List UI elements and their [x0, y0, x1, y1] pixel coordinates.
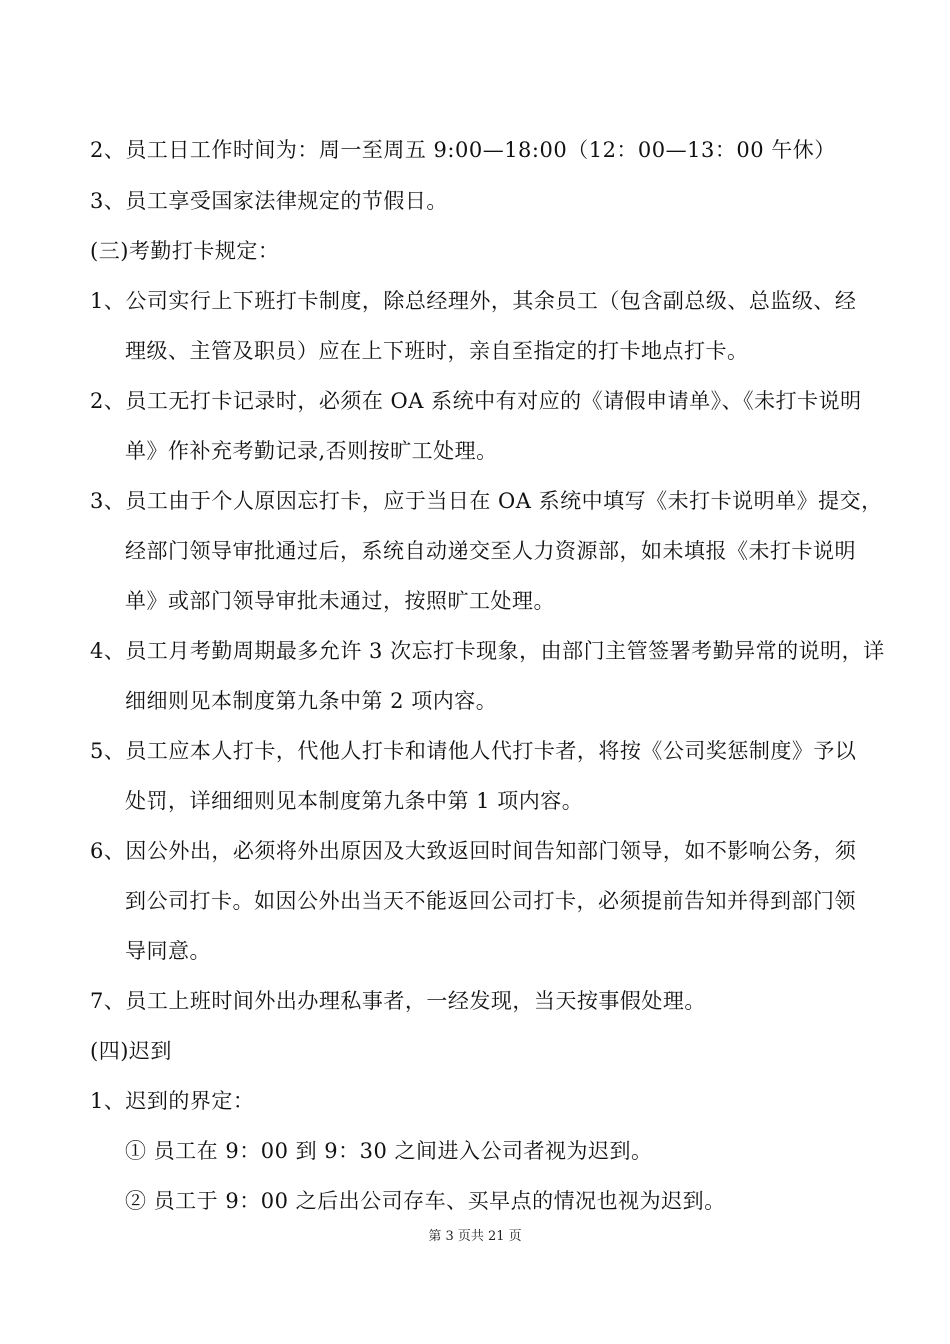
paragraph-line: 4、员工月考勤周期最多允许 3 次忘打卡现象，由部门主管签署考勤异常的说明，详 — [90, 639, 885, 663]
paragraph-line: 3、员工由于个人原因忘打卡，应于当日在 OA 系统中填写《未打卡说明单》提交， — [90, 489, 883, 513]
paragraph-line: 理级、主管及职员）应在上下班时，亲自至指定的打卡地点打卡。 — [125, 339, 749, 363]
paragraph-line: 细细则见本制度第九条中第 2 项内容。 — [125, 689, 498, 713]
list-item: ① 员工在 9：00 到 9：30 之间进入公司者视为迟到。 — [125, 1139, 653, 1163]
paragraph-line: 导同意。 — [125, 939, 211, 963]
paragraph-line: 到公司打卡。如因公外出当天不能返回公司打卡，必须提前告知并得到部门领 — [125, 889, 856, 913]
paragraph-line: 1、迟到的界定： — [90, 1089, 255, 1113]
paragraph-line: 1、公司实行上下班打卡制度，除总经理外，其余员工（包含副总级、总监级、经 — [90, 289, 857, 313]
paragraph-line: 3、员工享受国家法律规定的节假日。 — [90, 189, 448, 213]
paragraph-line: 7、员工上班时间外出办理私事者，一经发现，当天按事假处理。 — [90, 989, 706, 1013]
paragraph-line: 单》作补充考勤记录,否则按旷工处理。 — [125, 439, 498, 463]
paragraph-line: 经部门领导审批通过后，系统自动递交至人力资源部，如未填报《未打卡说明 — [125, 539, 856, 563]
paragraph-line: 5、员工应本人打卡，代他人打卡和请他人代打卡者，将按《公司奖惩制度》予以 — [90, 739, 857, 763]
paragraph-line: 2、员工日工作时间为：周一至周五 9:00—18:00（12：00—13：00 午休） — [90, 138, 836, 162]
section-heading: (四)迟到 — [90, 1039, 172, 1063]
page-footer: 第 3 页共 21 页 — [428, 1229, 522, 1244]
section-heading: (三)考勤打卡规定： — [90, 239, 280, 263]
paragraph-line: 6、因公外出，必须将外出原因及大致返回时间告知部门领导，如不影响公务，须 — [90, 839, 857, 863]
paragraph-line: 处罚，详细细则见本制度第九条中第 1 项内容。 — [125, 789, 584, 813]
paragraph-line: 单》或部门领导审批未通过，按照旷工处理。 — [125, 589, 555, 613]
list-item: ② 员工于 9：00 之后出公司存车、买早点的情况也视为迟到。 — [125, 1189, 726, 1213]
paragraph-line: 2、员工无打卡记录时，必须在 OA 系统中有对应的《请假申请单》、《未打卡说明 — [90, 389, 862, 413]
